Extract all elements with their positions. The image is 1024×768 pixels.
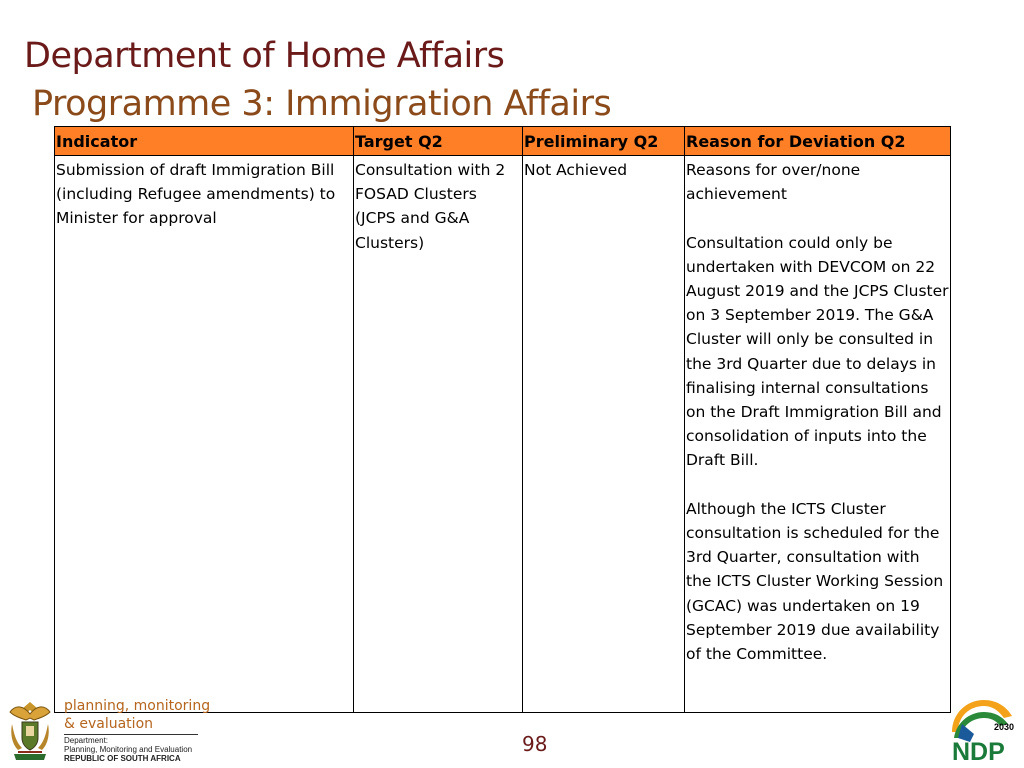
- column-header-reason-for-deviation-q2: Reason for Deviation Q2: [685, 127, 951, 156]
- table-header-row: [55, 127, 951, 156]
- ndp-year: 2030: [994, 722, 1015, 732]
- ndp-wordmark: NDP: [952, 738, 1005, 766]
- logo-text-department-name: Planning, Monitoring and Evaluation: [64, 745, 193, 754]
- cell-reason-for-deviation: [685, 156, 951, 713]
- page-subtitle: Programme 3: Immigration Affairs: [32, 84, 612, 124]
- logo-text-republic: REPUBLIC OF SOUTH AFRICA: [64, 754, 181, 763]
- column-header-preliminary-q2: Preliminary Q2: [523, 127, 685, 156]
- logo-text-department: Department:: [64, 736, 109, 745]
- logo-text-planning: planning, monitoring: [64, 698, 211, 714]
- reason-paragraph-1: Consultation could only be undertaken with DEVCOM on 22 August 2019 and the JCPS Cluster on 3 September 2019. The G&A Cluster will only be consulted in the 3rd Quarter due to delays in finalising internal consultations on the Draft Immigration Bill and consolidation of inputs into the Draft Bill.: [686, 233, 949, 470]
- coat-of-arms-icon: [4, 698, 56, 764]
- column-header-indicator: Indicator: [55, 127, 354, 156]
- page-number: 98: [522, 732, 548, 756]
- logo-divider: [64, 734, 198, 735]
- reason-paragraph-2: Although the ICTS Cluster consultation is scheduled for the 3rd Quarter, consultation with the ICTS Cluster Working Session (GCAC) was undertaken on 19 September 2019 due availability of the Committee.: [686, 499, 944, 664]
- performance-table: [54, 126, 951, 713]
- cell-indicator: Submission of draft Immigration Bill (including Refugee amendments) to Minister for approval: [55, 156, 354, 713]
- ndp-logo-icon: [944, 694, 1016, 766]
- page-title: Department of Home Affairs: [24, 36, 505, 76]
- cell-target-q2: Consultation with 2 FOSAD Clusters (JCPS and G&A Clusters): [354, 156, 523, 713]
- cell-preliminary-q2: Not Achieved: [523, 156, 685, 713]
- reason-heading: Reasons for over/none achievement: [686, 161, 861, 204]
- logo-text-evaluation: & evaluation: [64, 716, 154, 732]
- table-row: [55, 156, 951, 713]
- column-header-target-q2: Target Q2: [354, 127, 523, 156]
- dpme-logo: [4, 696, 211, 766]
